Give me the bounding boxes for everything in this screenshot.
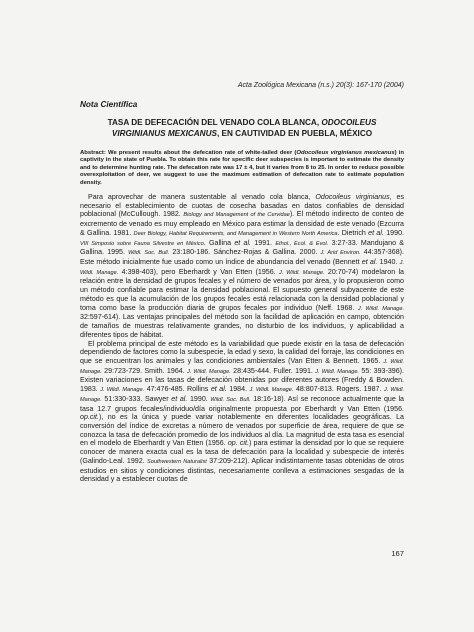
page-number: 167 — [391, 549, 404, 558]
abstract-text: We present results about the defecation rate of white-tailed deer ( — [105, 150, 297, 156]
et-al: et al. — [171, 394, 188, 403]
abstract-label: Abstract: — [80, 150, 106, 156]
citation-source: J. Wildl. Manage. — [357, 305, 404, 312]
article-title — [80, 117, 404, 139]
section-label: Nota Científica — [80, 100, 138, 109]
text: 1990. — [187, 394, 211, 403]
title-part: TASA DE DEFECACIÓN DEL VENADO COLA BLANCA, — [107, 118, 322, 127]
paragraph-1 — [80, 193, 404, 340]
abstract-text: ) in captivity in the state of Puebla. To obtain this rate for specific deer subspecies is important to estimate the density and to determine hunting rate. The defecation rate was 17 ± 4, but it varies from 8 to 25. In order to reduce possible overexploitation of deer, we suggest to use the maximum estimation of defecation rate to estimate population density. — [80, 150, 404, 186]
et-al: et al. — [234, 238, 252, 247]
text: 1984. — [226, 385, 250, 394]
op-cit: op. cit. — [227, 439, 249, 448]
citation-source: J. Wildl. Manage. — [187, 368, 231, 375]
citation-source: J. Wildl. Manage. — [100, 387, 145, 394]
text: 1991. — [251, 238, 276, 247]
text: ). El método indirecto de conteo de excremento de venado es muy empleado en México para estimar la densidad de este venado (Ezcurra & Gallina. 1981. — [80, 210, 404, 237]
title-italic: ODOCOILEUS — [321, 118, 377, 127]
text: El problema principal de este método es la variabilidad que puede existir en la tasa de defecación dependiendo de factores como la subespecie, la edad y sexo, la calidad del forraje, las condiciones en que se encuentran los animales y las condiciones ambientales (Van Etten & Bennett. 1965. — [80, 339, 404, 365]
citation-source: Southwestern Naturalist — [147, 458, 207, 465]
text: 29:723-729. Smith. 1964. — [101, 366, 188, 375]
text: Para aprovechar de manera sustentable al venado cola blanca, — [88, 193, 316, 201]
text: ), no es la única y puede variar notablemente en diferentes localidades geográficas. La conversión del índice de excretas a número de venados por superficie de área, requiere de que se conozca la tasa de defecación promedio de los individuos al día. La magnitud de esta tasa es esencial en el modelo de Eberhardt y Van Etten (1956. — [80, 413, 404, 448]
text: ) para estimar la densidad por lo que se requiere conocer de manera exacta cual es la tasa de defecación para la localidad y subespecie de interés (Galindo-Leal. 1992. — [80, 439, 404, 465]
species-name: Odocoileus virginianus — [315, 193, 390, 201]
et-al: et al. — [368, 228, 384, 237]
title-part: , EN CAUTIVIDAD EN PUEBLA, MÉXICO — [216, 129, 373, 138]
text: 32:597-614). Las ventajas principales del método son la facilidad de aplicación en campo, obtención de tamaños de muestras relativamente grandes, no disturbio de los individuos, y aplicabilidad a diferentes tipos de hábitat. — [80, 313, 404, 339]
text: 1990. — [383, 228, 404, 237]
text: 3:27-33. Mandujano & Gallina. 1995. — [80, 238, 405, 257]
citation-source: J. Wildl. Manage. — [278, 269, 325, 276]
journal-citation: Acta Zoológica Mexicana (n.s.) 20(3): 167-170 (2004) — [237, 82, 404, 89]
title-italic: VIRGINIANUS MEXICANUS — [111, 129, 217, 138]
citation-source: Ethol., Ecol. & Evol. — [275, 240, 329, 247]
text: 4:398-403), pero Eberhardt y Van Etten (1956. — [118, 267, 279, 276]
text: 23:180-186. Sánchez-Rojas & Gallina. 2000. — [169, 248, 321, 257]
citation-source: J. Arid Environ. — [320, 250, 361, 257]
text: 47:476-485. Rollins — [144, 385, 211, 394]
et-al: et al. — [361, 258, 378, 267]
text: 37:209-212). Aplicar indistintamente tasas obtenidas de otros estudios en sitios y condiciones distintas, necesariamente conlleva a estimaciones sesgadas de la densidad y a establecer cuotas de — [80, 456, 404, 484]
text: 44:357-368). Este método inicialmente fue usado como un índice de abundancia del venado (Bennett — [80, 248, 404, 267]
op-cit: op.cit. — [80, 413, 99, 422]
abstract-species: Odocoileus virginianus mexicanus — [296, 150, 395, 156]
citation-source: Biology and Management of the Cervidae — [183, 212, 290, 219]
et-al: et al. — [210, 385, 227, 394]
text: 55: 393-396). Existen variaciones en las tasas de defecación obtenidas por diferentes autores (Freddy & Bowden. 1983. — [80, 366, 405, 394]
text: . Dietrich — [337, 228, 369, 237]
citation-source: J. Wildl. Manage. — [80, 387, 404, 403]
citation-source: Wildl. Soc. Bull. — [210, 396, 251, 403]
citation-source: J. Wildl. Manage. — [315, 368, 359, 375]
citation-source: J. Wildl. Manage. — [249, 387, 294, 394]
text: , es necesario el establecimiento de cuotas de cosecha basadas en datos confiables de densidad poblacional (McCullough. 1982. — [80, 193, 405, 219]
text: 51:330-333. Sawyer — [101, 394, 172, 403]
text: 18:16-18). Así se reconoce actualmente que la tasa 12.7 grupos fecales/individuo/día originalmente propuesta por Eberhardt y Van Etten (1956. — [80, 394, 404, 413]
article-body — [80, 193, 404, 484]
citation-source: Wildl. Soc. Bull. — [128, 250, 170, 257]
text: . Gallina — [203, 238, 235, 247]
citation-source: VIII Simposio sobre Fauna Silvestre en México — [80, 240, 204, 247]
paragraph-2 — [80, 340, 404, 485]
citation-source: J. Wildl. Manage. — [80, 260, 404, 276]
text: 28:435-444. Fuller. 1991. — [230, 366, 316, 375]
text: 48:807-813. Rogers. 1987. — [293, 385, 384, 394]
text: 20:70-74) modelaron la relación entre la densidad de grupos fecales y el número de venados por área, y lo propusieron como un método confiable para estimar la densidad poblacional. El supuesto general subyacente de este método es que la acumulación de los grupos fecales está relacionada con la densidad poblacional y toma como base la producción diaria de grupos fecales por individuo (Neff. 1968. — [80, 267, 404, 312]
text: 1940. — [377, 258, 400, 267]
abstract — [80, 150, 404, 187]
citation-source: J. Wildl. Manage. — [80, 358, 404, 375]
citation-source: Deer Biology, Habitat Requirements, and Management in Western North America — [133, 230, 338, 237]
